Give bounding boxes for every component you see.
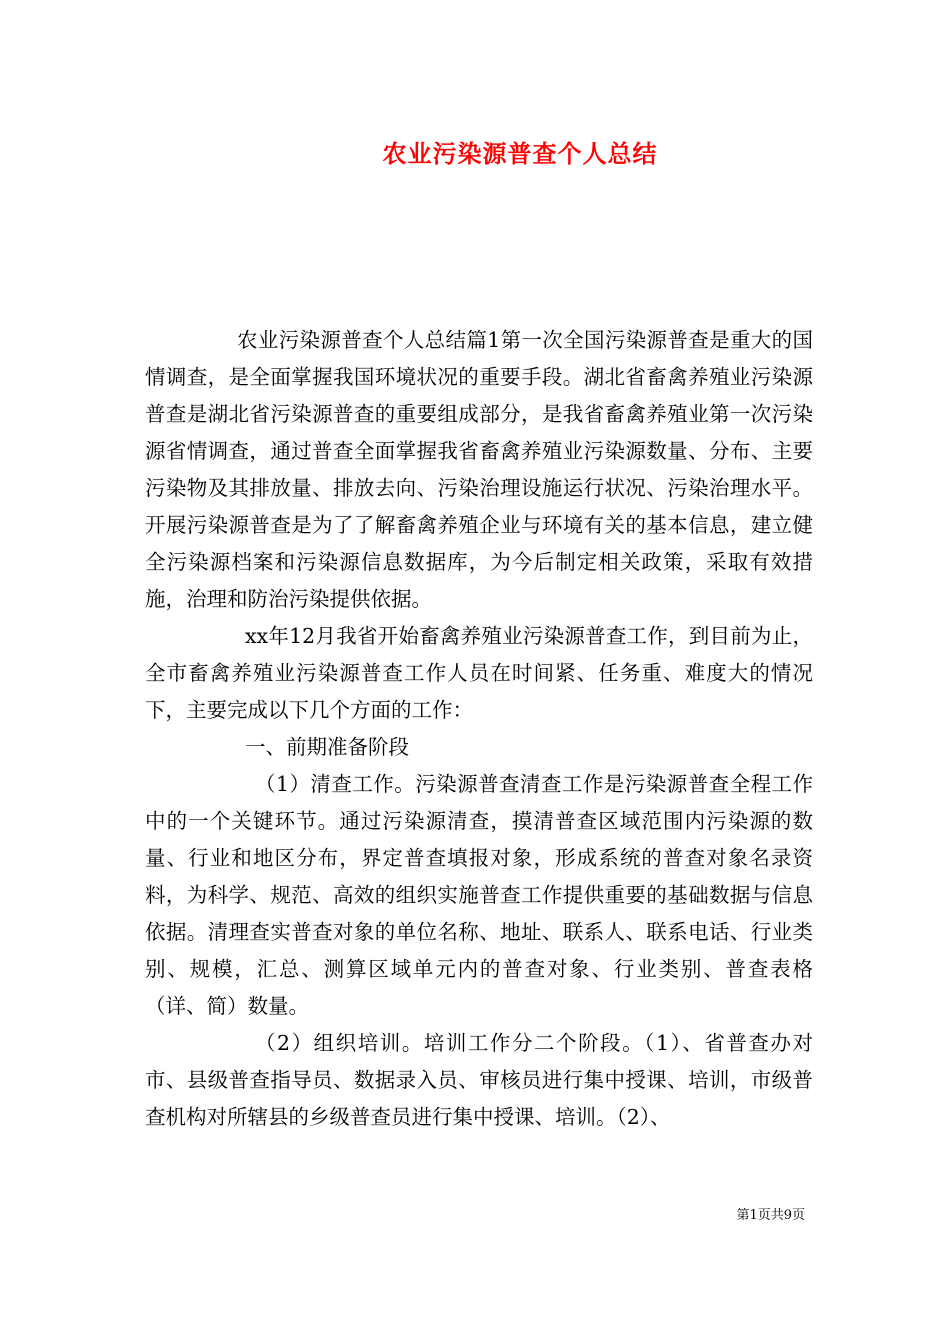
paragraph-training: （2）组织培训。培训工作分二个阶段。（1）、省普查办对市、县级普查指导员、数据录入员、审核员进行集中授课、培训，市级普查机构对所辖县的乡级普查员进行集中授课、培训。（2）、 bbox=[145, 1031, 813, 1129]
paragraph-progress: xx年12月我省开始畜禽养殖业污染源普查工作，到目前为止，全市畜禽养殖业污染源普查工作人员在时间紧、任务重、难度大的情况下，主要完成以下几个方面的工作： bbox=[145, 624, 813, 722]
document-title: 农业污染源普查个人总结 bbox=[382, 139, 658, 168]
section-heading: 一、前期准备阶段 bbox=[245, 735, 409, 759]
paragraph-inventory: （1）清查工作。污染源普查清查工作是污染源普查全程工作中的一个关键环节。通过污染源清查，摸清普查区域范围内污染源的数量、行业和地区分布，界定普查填报对象，形成系统的普查对象名录资料，为科学、规范、高效的组织实施普查工作提供重要的基础数据与信息依据。清理查实普查对象的单位名称、地址、联系人、联系电话、行业类别、规模，汇总、测算区域单元内的普查对象、行业类别、普查表格（详、简）数量。 bbox=[145, 772, 813, 1018]
paragraph-intro: 农业污染源普查个人总结篇1第一次全国污染源普查是重大的国情调查，是全面掌握我国环境状况的重要手段。湖北省畜禽养殖业污染源普查是湖北省污染源普查的重要组成部分，是我省畜禽养殖业第一次污染源省情调查，通过普查全面掌握我省畜禽养殖业污染源数量、分布、主要污染物及其排放量、排放去向、污染治理设施运行状况、污染治理水平。开展污染源普查是为了了解畜禽养殖企业与环境有关的基本信息，建立健全污染源档案和污染源信息数据库，为今后制定相关政策，采取有效措施，治理和防治污染提供依据。 bbox=[145, 328, 813, 611]
document-body bbox=[145, 322, 813, 1136]
page-footer: 第1页共9页 bbox=[736, 1208, 805, 1223]
